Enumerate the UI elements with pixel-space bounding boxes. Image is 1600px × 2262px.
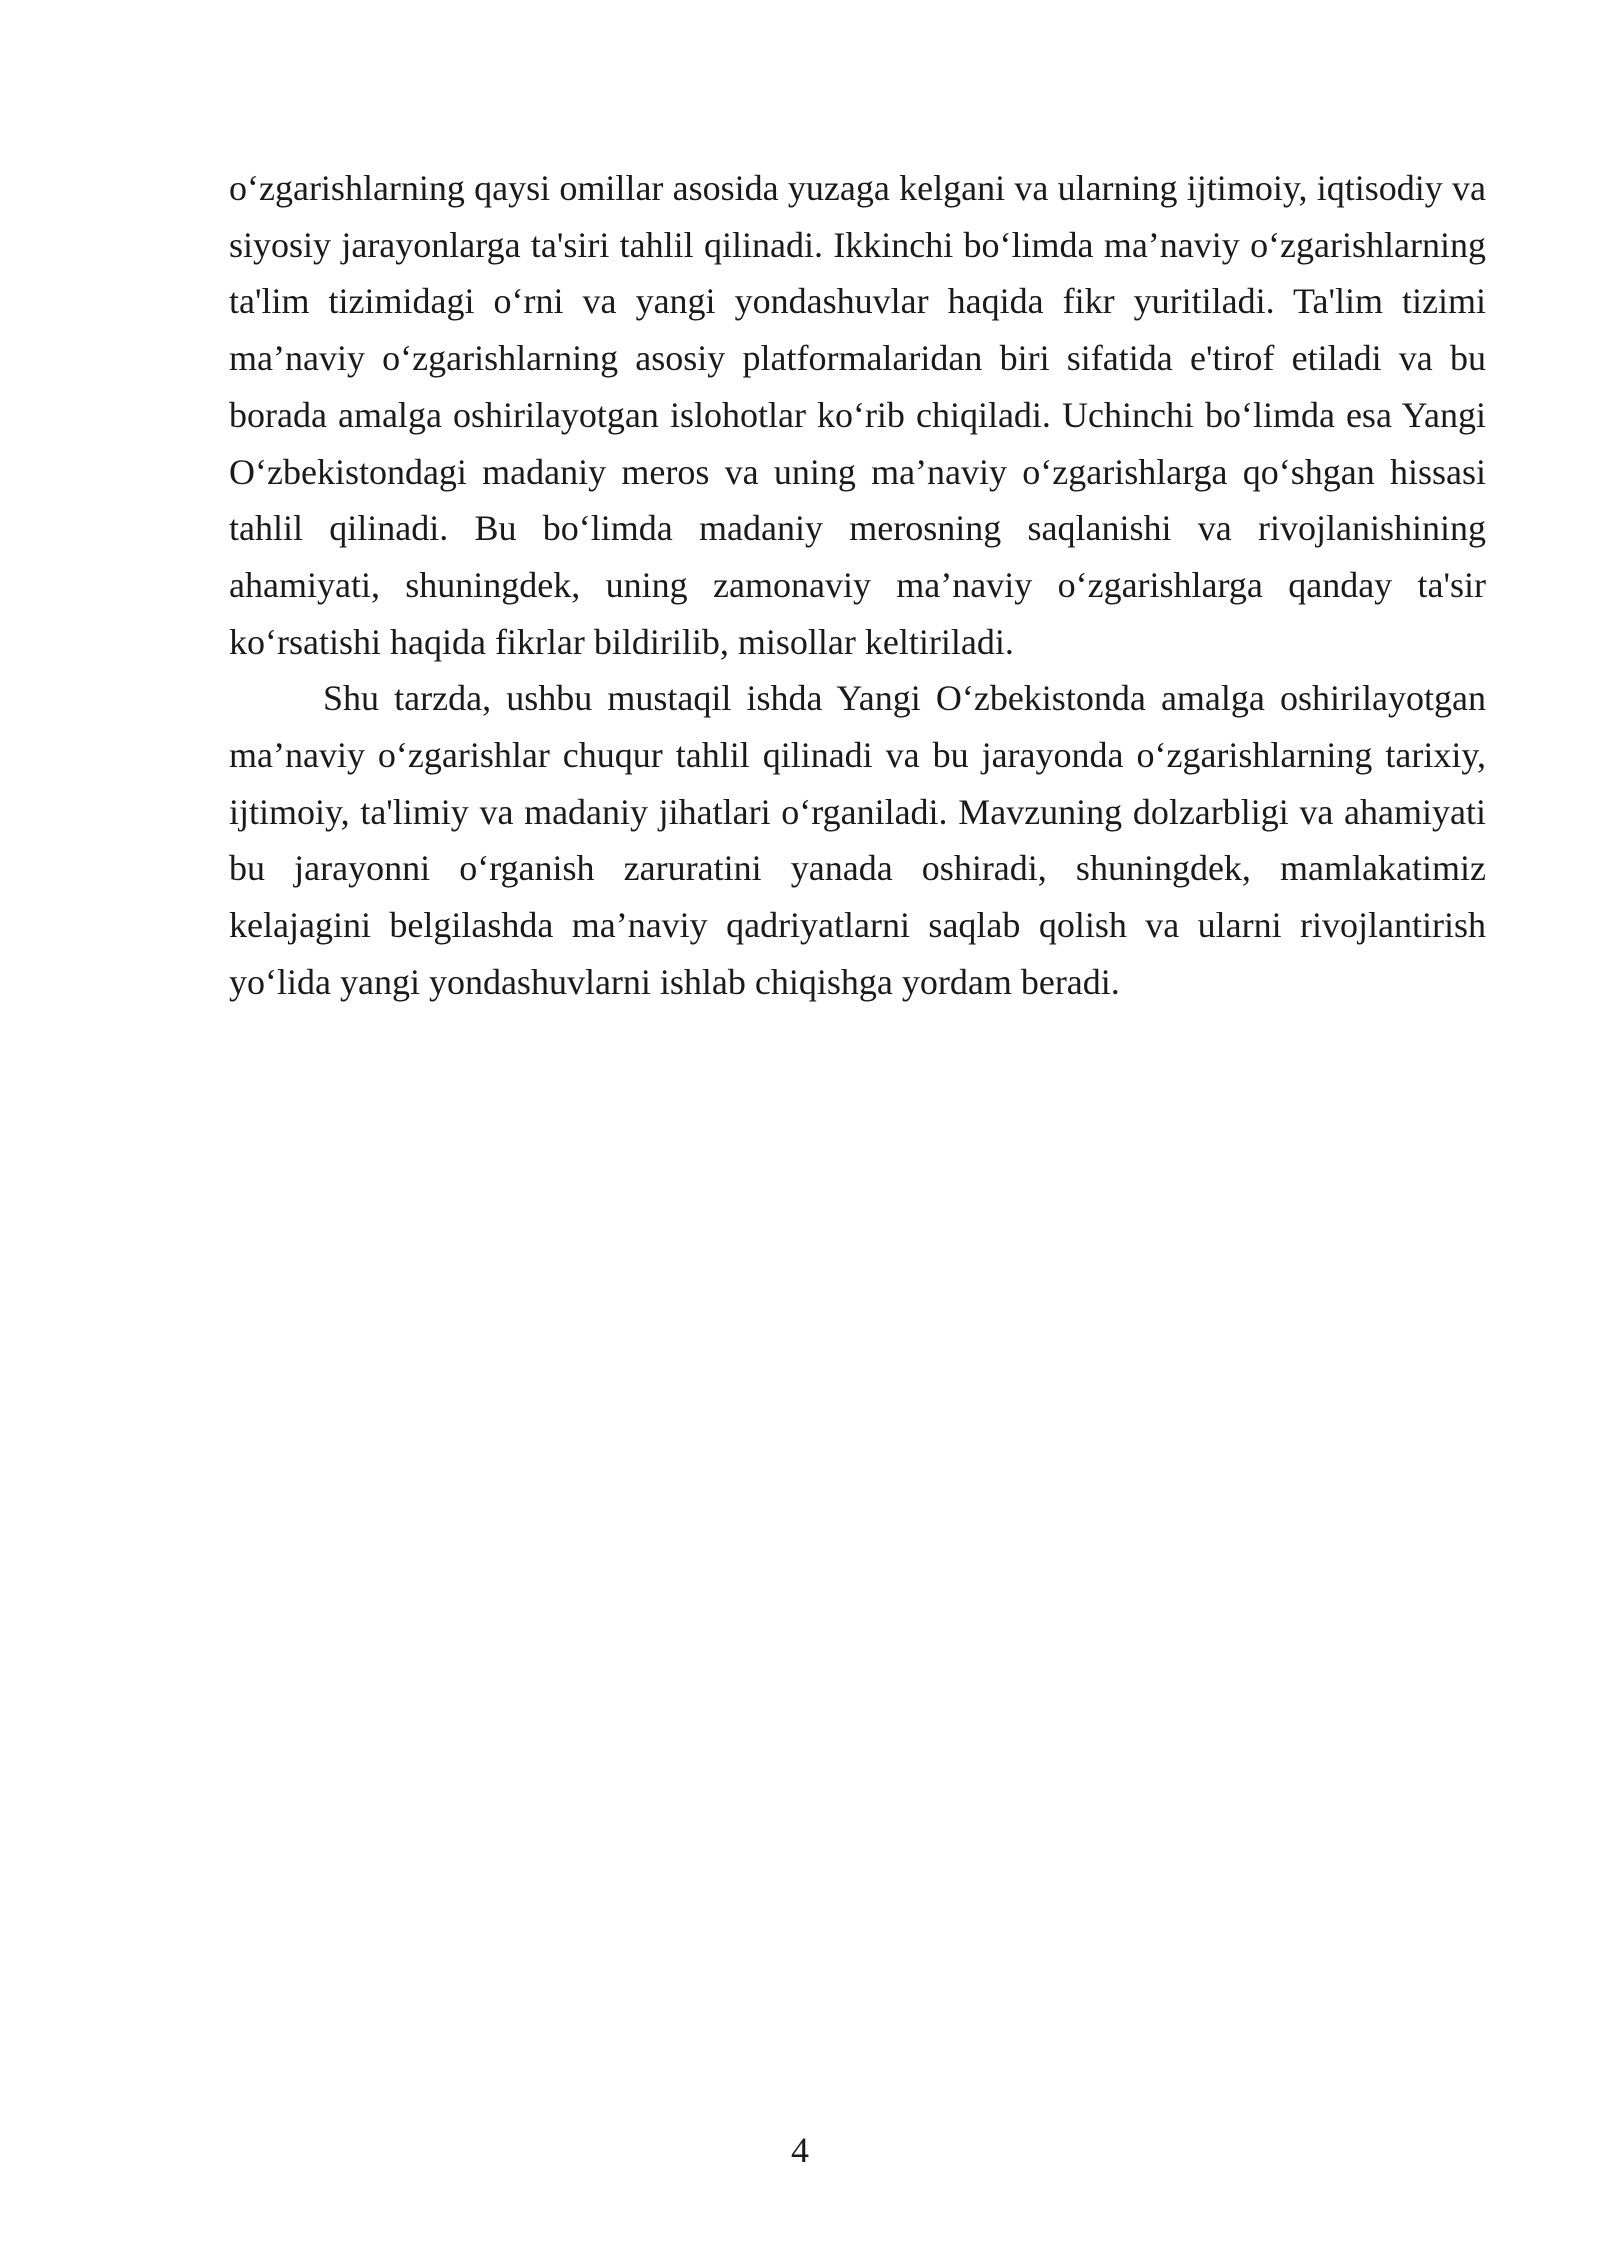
paragraph-conclusion: Shu tarzda, ushbu mustaqil ishda Yangi O‘zbekistonda amalga oshirilayotgan ma’naviy o‘zgarishlar chuqur tahlil qilinadi va bu jarayonda o‘zgarishlarning tarixiy, ijtimoiy, ta'limiy va madaniy jihatlari o‘rganiladi. Mavzuning dolzarbligi va ahamiyati bu jarayonni o‘rganish zaruratini yanada oshiradi, shuningdek, mamlakatimiz kelajagini belgilashda ma’naviy qadriyatlarni saqlab qolish va ularni rivojlantirish yo‘lida yangi yondashuvlarni ishlab chiqishga yordam beradi.: [229, 678, 1486, 1002]
page-number: 4: [791, 2130, 809, 2170]
paragraph-continuation: o‘zgarishlarning qaysi omillar asosida yuzaga kelgani va ularning ijtimoiy, iqtisodiy va siyosiy jarayonlarga ta'siri tahlil qilinadi. Ikkinchi bo‘limda ma’naviy o‘zgarishlarning ta'lim tizimidagi o‘rni va yangi yondashuvlar haqida fikr yuritiladi. Ta'lim tizimi ma’naviy o‘zgarishlarning asosiy platformalaridan biri sifatida e'tirof etiladi va bu borada amalga oshirilayotgan islohotlar ko‘rib chiqiladi. Uchinchi bo‘limda esa Yangi O‘zbekistondagi madaniy meros va uning ma’naviy o‘zgarishlarga qo‘shgan hissasi tahlil qilinadi. Bu bo‘limda madaniy merosning saqlanishi va rivojlanishining ahamiyati, shuningdek, uning zamonaviy ma’naviy o‘zgarishlarga qanday ta'sir ko‘rsatishi haqida fikrlar bildirilib, misollar keltiriladi.: [229, 168, 1486, 662]
body-text: [229, 160, 1486, 1011]
